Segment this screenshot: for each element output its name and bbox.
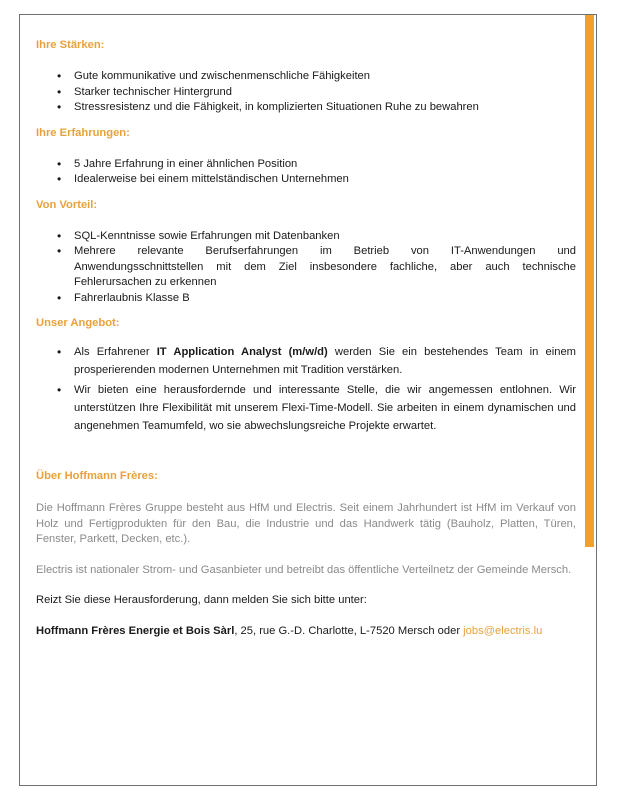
- list-item: • Fahrerlaubnis Klasse B: [74, 291, 576, 307]
- heading-advantage: Von Vorteil:: [36, 198, 98, 211]
- accent-bar: [585, 15, 594, 547]
- about-paragraph: Die Hoffmann Frères Gruppe besteht aus HfM und Electris. Seit einem Jahrhundert ist HfM im Verkauf von Holz und Fertigprodukten für den Bau, die Industrie und das Handwerk tätig (Bauholz, Platten, Türen, Fenster, Parkett, Decken, etc.).: [36, 502, 576, 545]
- job-title: IT Application Analyst (m/w/d): [156, 346, 328, 358]
- list-item: • Starker technischer Hintergrund: [74, 85, 576, 101]
- list-item: • 5 Jahre Erfahrung in einer ähnlichen Position: [74, 157, 576, 173]
- company-address: , 25, rue G.-D. Charlotte, L-7520 Mersch oder: [234, 624, 464, 637]
- list-item: • Mehrere relevante Berufserfahrungen im Betrieb von IT-Anwendungen und Anwendungsschnittstellen mit dem Ziel insbesondere fachliche, aber auch technische Fehlerursachen zu erkennen: [74, 244, 576, 291]
- heading-strengths: Ihre Stärken:: [36, 39, 105, 51]
- advantage-list: [36, 229, 576, 307]
- contact-line: [36, 624, 576, 640]
- list-item: • SQL-Kenntnisse sowie Erfahrungen mit Datenbanken: [74, 229, 576, 245]
- experience-list: [36, 157, 576, 188]
- list-item: • Gute kommunikative und zwischenmenschliche Fähigkeiten: [74, 69, 576, 85]
- email-link[interactable]: jobs@electris.lu: [463, 624, 543, 637]
- list-item: • Idealerweise bei einem mittelständischen Unternehmen: [74, 172, 576, 188]
- heading-about: Über Hoffmann Frères:: [36, 470, 158, 482]
- about-paragraph: Electris ist nationaler Strom- und Gasanbieter und betreibt das öffentliche Verteilnetz der Gemeinde Mersch.: [36, 563, 572, 576]
- offer-text: werden Sie ein bestehendes Team in einem prosperierenden modernen Unternehmen mit Tradition verstärken.: [74, 346, 576, 376]
- list-item: • Stressresistenz und die Fähigkeit, in komplizierten Situationen Ruhe zu bewahren: [74, 100, 576, 116]
- strengths-list: [36, 69, 576, 116]
- offer-text: Als Erfahrener: [74, 346, 157, 358]
- company-name: Hoffmann Frères Energie et Bois Sàrl: [36, 624, 235, 637]
- contact-intro: Reizt Sie diese Herausforderung, dann melden Sie sich bitte unter:: [36, 594, 367, 606]
- heading-experience: Ihre Erfahrungen:: [36, 126, 130, 139]
- list-item: [74, 343, 576, 379]
- list-item: • Wir bieten eine herausfordernde und interessante Stelle, die wir angemessen entlohnen. Wir unterstützen Ihre Flexibilität mit unserem Flexi-Time-Modell. Sie arbeiten in einem dynamischen und angenehmen Teamumfeld, wo sie abwechslungsreiche Projekte erwartet.: [74, 381, 576, 435]
- offer-list: [36, 343, 576, 435]
- heading-offer: Unser Angebot:: [36, 317, 120, 329]
- job-posting-content: [36, 38, 576, 639]
